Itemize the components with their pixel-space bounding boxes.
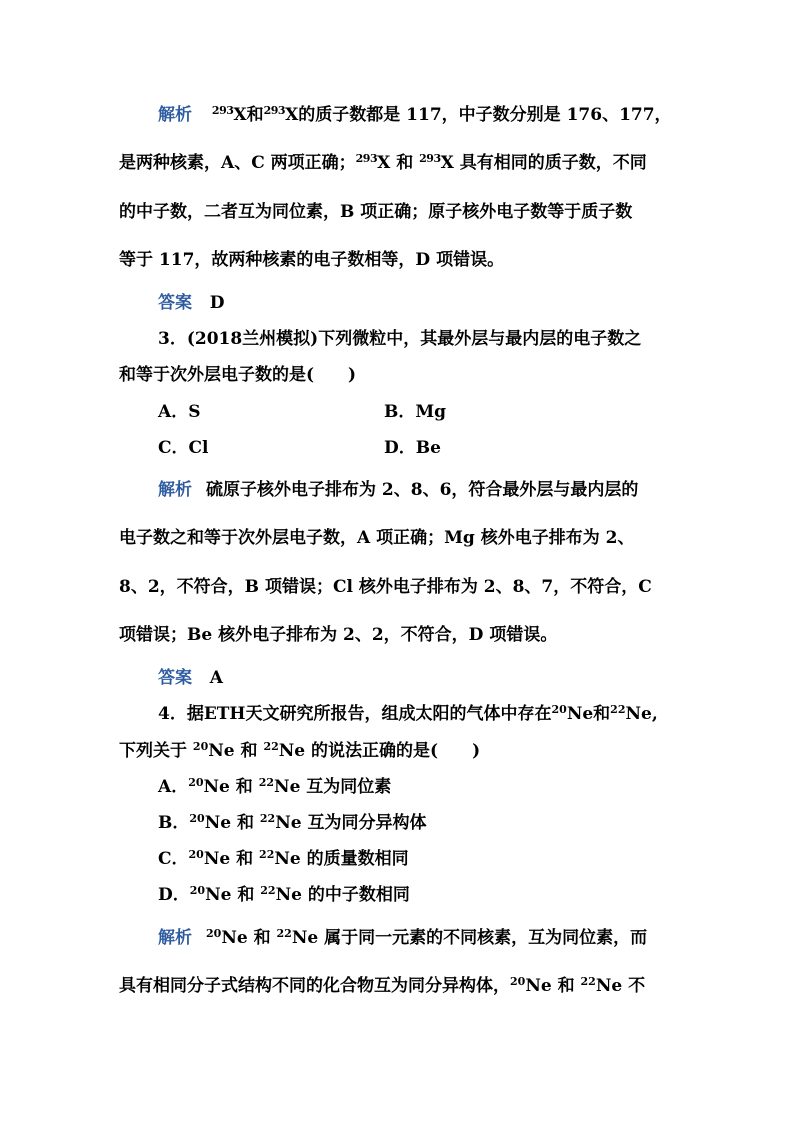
text: 和 (236, 813, 254, 833)
element: Ne (595, 976, 623, 996)
q3-option-a: A．S (158, 402, 201, 422)
q3-option-b: B．Mg (384, 402, 447, 422)
mass-number: 22 (260, 884, 276, 897)
text: 的说法正确的是( ) (305, 741, 481, 761)
text: 和 (557, 976, 575, 996)
answer-label: 答案 (158, 668, 192, 688)
text: 硫原子核外电子排布为 2、8、6，符合最外层与最内层的 (206, 480, 639, 500)
answer-value: A (209, 668, 223, 688)
mass-number: 22 (610, 703, 626, 716)
nuclide-symbol: X (285, 105, 299, 125)
text: 属于同一元素的不同核素，互为同位素，而 (318, 928, 648, 948)
option-text: 互为同位素 (300, 777, 392, 797)
mass-number: 22 (276, 927, 292, 940)
text: 的质子数都是 117，中子数分别是 176、177， (298, 105, 672, 125)
element: Ne (525, 976, 552, 996)
analysis-label: 解析 (158, 480, 192, 500)
mass-number: 22 (259, 812, 276, 825)
option-text: 互为同分异构体 (301, 813, 427, 833)
answer-value: D (209, 293, 225, 313)
q3-stem-line-1: 3．(2018兰州模拟)下列微粒中，其最外层与最内层的电子数之 (158, 329, 642, 349)
nuclide-mass-number: 293 (355, 152, 378, 165)
q3-option-c: C．Cl (158, 438, 209, 458)
element: Ne (566, 704, 594, 724)
text: 具有相同分子式结构不同的化合物互为同分异构体， (119, 976, 510, 996)
element: Ne (274, 849, 301, 869)
q4-option-a (158, 776, 391, 798)
option-letter: A． (158, 777, 189, 797)
text: , (651, 704, 658, 724)
mass-number: 20 (192, 740, 209, 753)
analysis-label: 解析 (158, 928, 192, 948)
element: Ne (221, 928, 248, 948)
element: Ne (205, 885, 232, 905)
q4-analysis-line-1 (158, 927, 647, 949)
nuclide-symbol: X (233, 105, 247, 125)
mass-number: 20 (188, 776, 204, 789)
text: 和 (396, 153, 414, 173)
element: Ne (291, 928, 319, 948)
element: Ne (625, 704, 652, 724)
q4-analysis-line-2 (119, 975, 645, 997)
answer-label: 答案 (158, 293, 192, 313)
q4-stem-line-2 (119, 740, 480, 762)
text: 和 (246, 105, 264, 125)
q2-answer (158, 292, 225, 314)
mass-number: 20 (189, 884, 206, 897)
element: Ne (278, 741, 306, 761)
text: 和 (236, 849, 254, 869)
text: 和 (253, 928, 271, 948)
text: 具有相同的质子数，不同 (459, 153, 647, 173)
text: 和 (593, 704, 611, 724)
nuclide-mass-number: 293 (211, 104, 234, 117)
text: 是两种核素，A、C 两项正确； (119, 153, 356, 173)
element: Ne (203, 849, 231, 869)
text: 不 (622, 976, 646, 996)
q3-answer (158, 667, 223, 689)
option-letter: C． (158, 849, 189, 869)
text: 4．据ETH天文研究所报告，组成太阳的气体中存在 (158, 704, 552, 724)
text: 和 (235, 777, 253, 797)
nuclide-symbol: X (377, 153, 391, 173)
element: Ne (275, 885, 302, 905)
mass-number: 22 (258, 776, 275, 789)
text: 和 (237, 885, 255, 905)
q3-option-d: D．Be (384, 438, 441, 458)
mass-number: 20 (510, 975, 526, 988)
mass-number: 22 (259, 848, 275, 861)
option-text: 的中子数相同 (301, 885, 410, 905)
q3-analysis-line-1 (158, 479, 638, 501)
q3-stem-line-2: 和等于次外层电子数的是( ) (119, 365, 357, 385)
mass-number: 20 (551, 703, 567, 716)
analysis-label: 解析 (158, 105, 192, 125)
q4-option-d (158, 884, 410, 906)
text: 和 (240, 741, 258, 761)
q2-analysis-line-2 (119, 152, 647, 174)
mass-number: 20 (188, 848, 204, 861)
nuclide-mass-number: 293 (263, 104, 286, 117)
element: Ne (203, 777, 230, 797)
q3-analysis-line-3: 8、2，不符合，B 项错误；Cl 核外电子排布为 2、8、7，不符合，C (119, 577, 652, 597)
element: Ne (275, 813, 302, 833)
mass-number: 20 (189, 812, 205, 825)
mass-number: 22 (263, 740, 279, 753)
nuclide-symbol: X (440, 153, 454, 173)
option-text: 的质量数相同 (300, 849, 409, 869)
q3-analysis-line-4: 项错误；Be 核外电子排布为 2、2，不符合，D 项错误。 (119, 625, 558, 645)
text: 下列关于 (119, 741, 193, 761)
q4-option-c (158, 848, 409, 870)
q2-analysis-line-1 (158, 104, 672, 126)
mass-number: 20 (206, 927, 222, 940)
nuclide-mass-number: 293 (419, 152, 441, 165)
option-letter: D． (158, 885, 190, 905)
q2-analysis-line-4: 等于 117，故两种核素的电子数相等，D 项错误。 (119, 250, 505, 270)
q2-analysis-line-3: 的中子数，二者互为同位素，B 项正确；原子核外电子数等于质子数 (119, 202, 633, 222)
q4-option-b (158, 812, 426, 834)
q3-analysis-line-2: 电子数之和等于次外层电子数，A 项正确；Mg 核外电子排布为 2、 (119, 528, 635, 548)
mass-number: 22 (580, 975, 596, 988)
element: Ne (274, 777, 301, 797)
element: Ne (204, 813, 232, 833)
element: Ne (208, 741, 235, 761)
option-letter: B． (158, 813, 190, 833)
q4-stem-line-1 (158, 703, 658, 725)
